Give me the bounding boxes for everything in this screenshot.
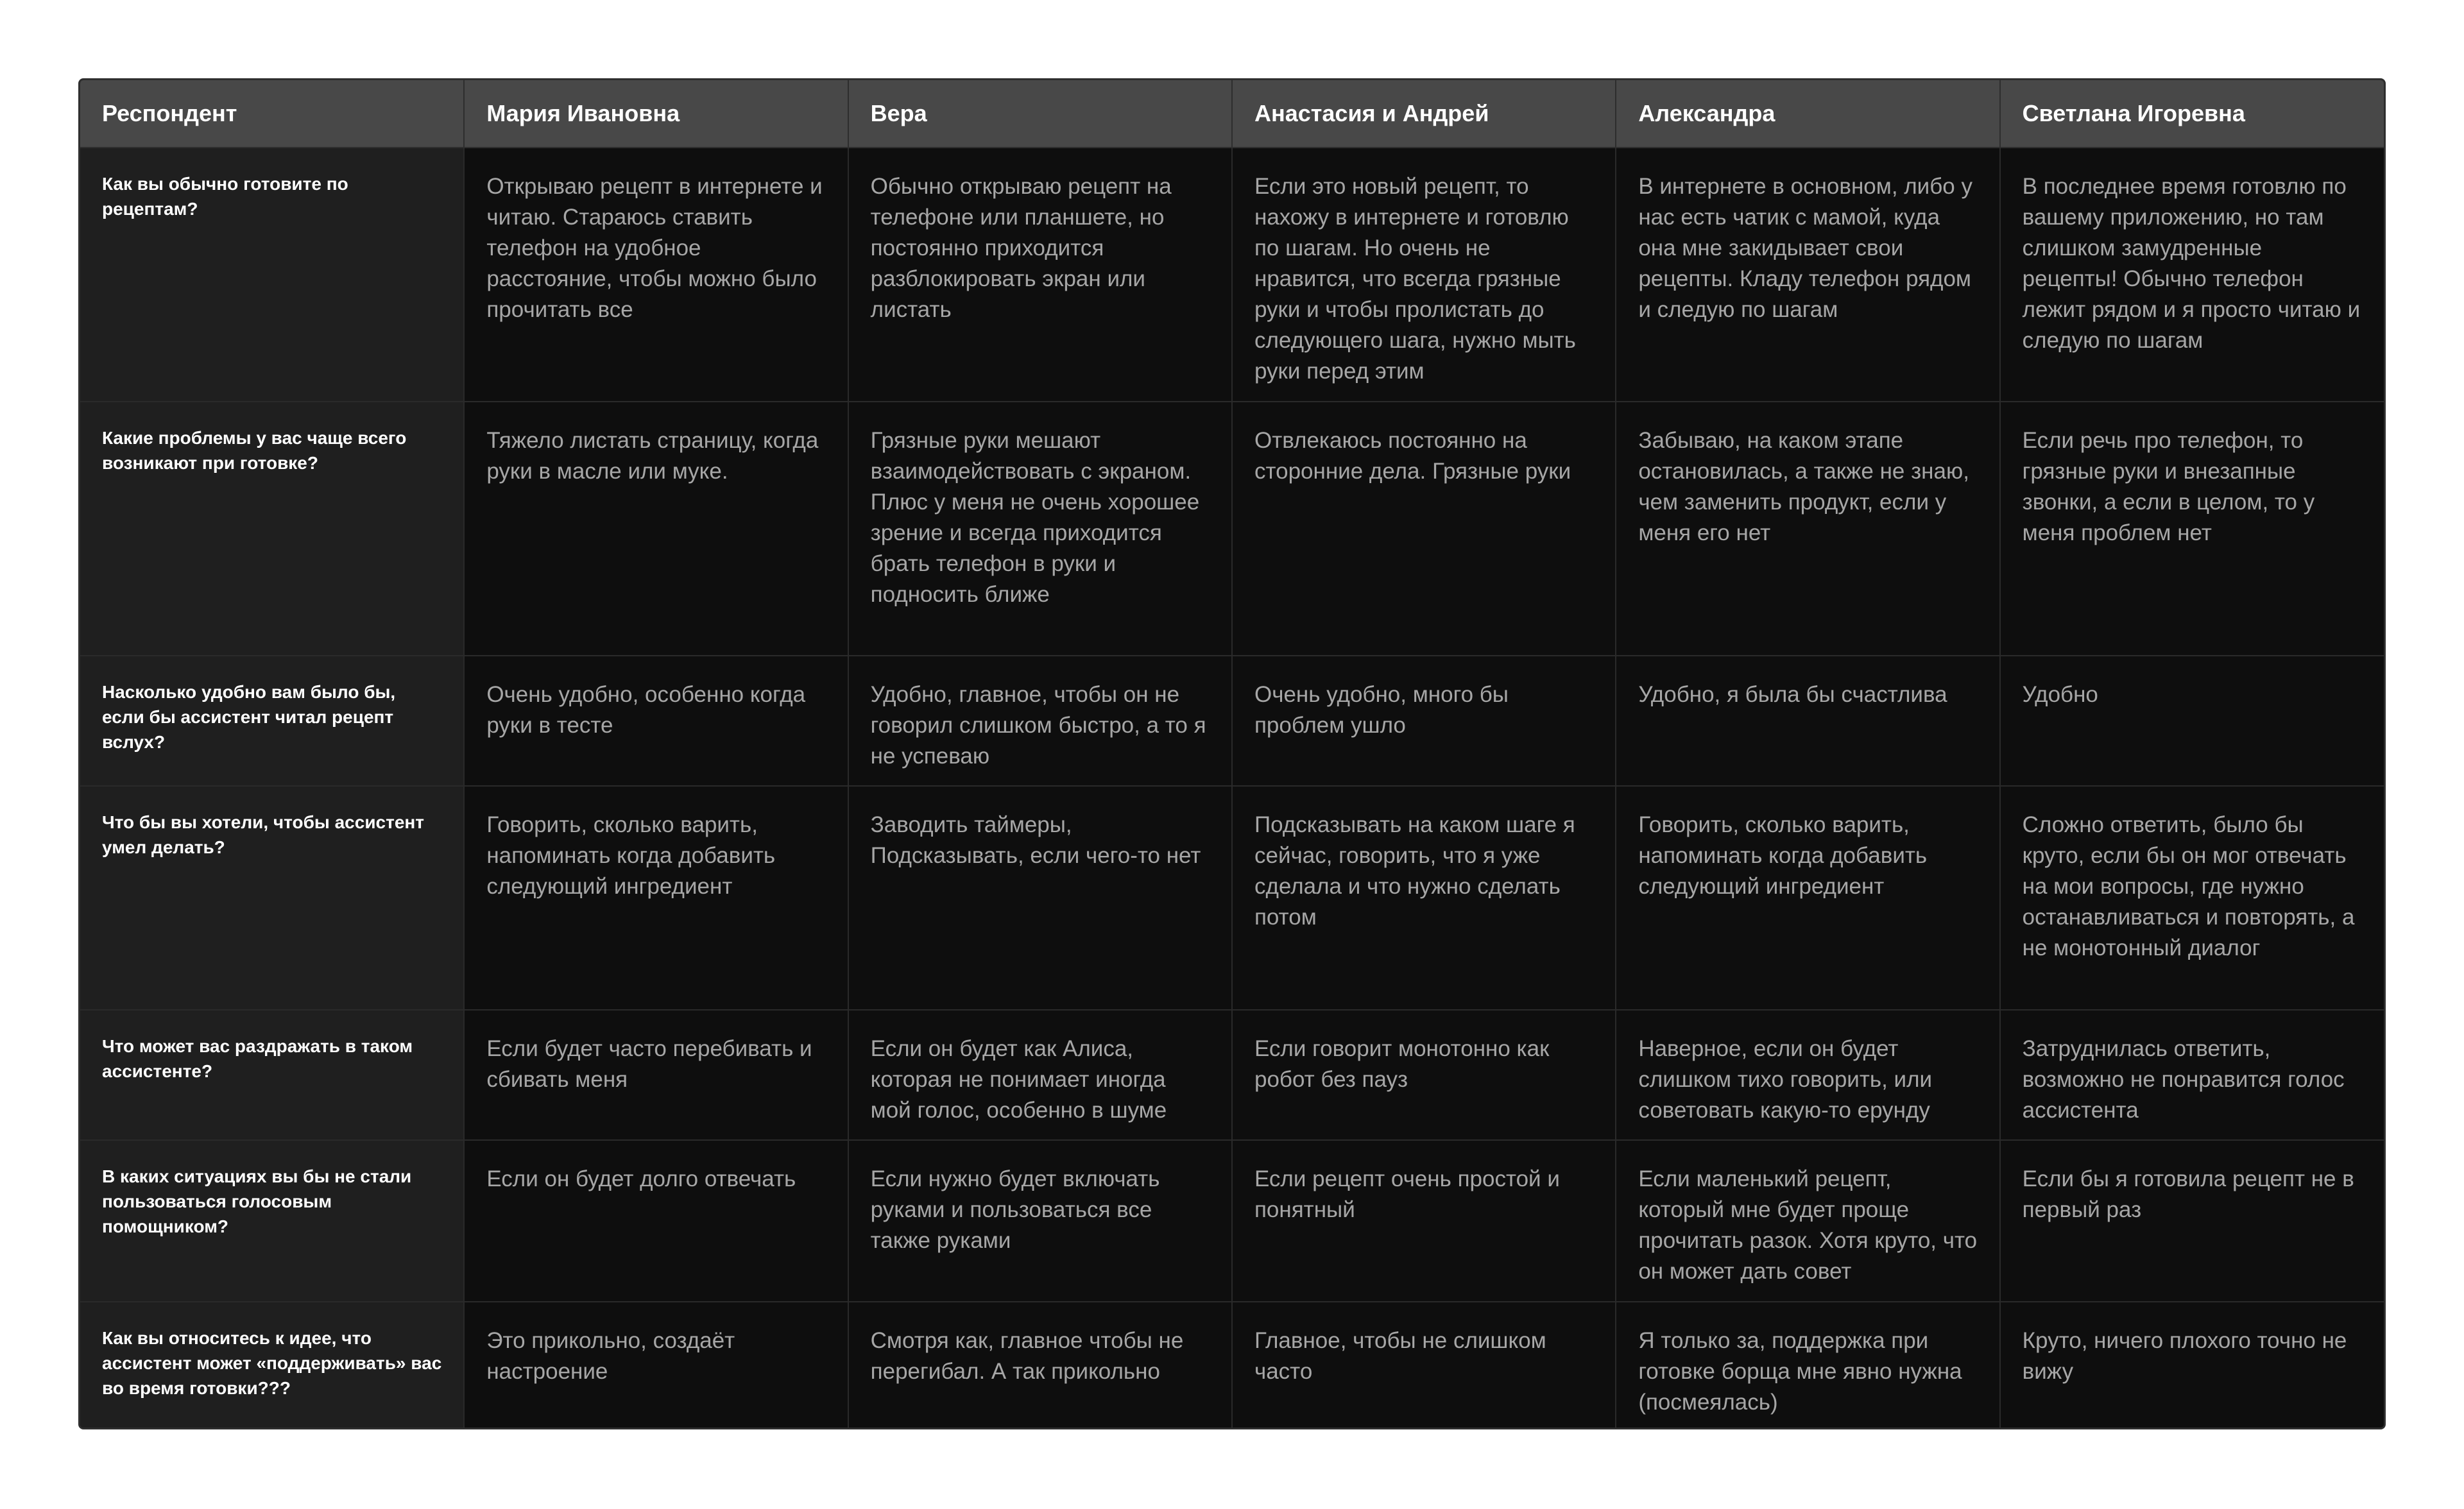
answer-cell: Говорить, сколько варить, напоминать когда добавить следующий ингредиент <box>1616 786 1999 1010</box>
question-cell: Как вы обычно готовите по рецептам? <box>80 148 464 402</box>
answer-cell: Затруднилась ответить, возможно не понравится голос ассистента <box>2000 1010 2384 1140</box>
answer-cell: Удобно, главное, чтобы он не говорил слишком быстро, а то я не успеваю <box>848 656 1232 786</box>
header-aleksandra: Александра <box>1616 80 1999 148</box>
answer-cell: Я только за, поддержка при готовке борща мне явно нужна (посмеялась) <box>1616 1302 1999 1429</box>
table-row <box>80 1010 2384 1140</box>
answer-cell: Очень удобно, особенно когда руки в тесте <box>464 656 848 786</box>
answer-cell: Если рецепт очень простой и понятный <box>1232 1140 1616 1302</box>
answer-cell: Удобно <box>2000 656 2384 786</box>
answer-cell: Забываю, на каком этапе остановилась, а также не знаю, чем заменить продукт, если у меня его нет <box>1616 402 1999 656</box>
header-row <box>80 80 2384 148</box>
answer-cell: Если маленький рецепт, который мне будет проще прочитать разок. Хотя круто, что он может дать совет <box>1616 1140 1999 1302</box>
answer-cell: В интернете в основном, либо у нас есть чатик с мамой, куда она мне закидывает свои рецепты. Кладу телефон рядом и следую по шагам <box>1616 148 1999 402</box>
answer-cell: Заводить таймеры, Подсказывать, если чего-то нет <box>848 786 1232 1010</box>
table-row <box>80 1140 2384 1302</box>
header-respondent: Респондент <box>80 80 464 148</box>
answer-cell: Отвлекаюсь постоянно на сторонние дела. Грязные руки <box>1232 402 1616 656</box>
answer-cell: Открываю рецепт в интернете и читаю. Стараюсь ставить телефон на удобное расстояние, чтобы можно было прочитать все <box>464 148 848 402</box>
question-cell: Какие проблемы у вас чаще всего возникают при готовке? <box>80 402 464 656</box>
answer-cell: Грязные руки мешают взаимодействовать с экраном. Плюс у меня не очень хорошее зрение и всегда приходится брать телефон в руки и подносить ближе <box>848 402 1232 656</box>
answer-cell: Если он будет как Алиса, которая не понимает иногда мой голос, особенно в шуме <box>848 1010 1232 1140</box>
answer-cell: Если речь про телефон, то грязные руки и внезапные звонки, а если в целом, то у меня проблем нет <box>2000 402 2384 656</box>
answer-cell: Очень удобно, много бы проблем ушло <box>1232 656 1616 786</box>
answer-cell: Это прикольно, создаёт настроение <box>464 1302 848 1429</box>
header-vera: Вера <box>848 80 1232 148</box>
answer-cell: Круто, ничего плохого точно не вижу <box>2000 1302 2384 1429</box>
table-row <box>80 148 2384 402</box>
table-row <box>80 1302 2384 1429</box>
table-row <box>80 402 2384 656</box>
interview-table <box>78 78 2386 1429</box>
answer-cell: Наверное, если он будет слишком тихо говорить, или советовать какую-то ерунду <box>1616 1010 1999 1140</box>
header-svetlana-igorevna: Светлана Игоревна <box>2000 80 2384 148</box>
question-cell: Что бы вы хотели, чтобы ассистент умел делать? <box>80 786 464 1010</box>
table-row <box>80 656 2384 786</box>
answer-cell: Если он будет долго отвечать <box>464 1140 848 1302</box>
answer-cell: В последнее время готовлю по вашему приложению, но там слишком замудренные рецепты! Обычно телефон лежит рядом и я просто читаю и следую по шагам <box>2000 148 2384 402</box>
answer-cell: Если это новый рецепт, то нахожу в интернете и готовлю по шагам. Но очень не нравится, что всегда грязные руки и чтобы пролистать до следующего шага, нужно мыть руки перед этим <box>1232 148 1616 402</box>
answer-cell: Если будет часто перебивать и сбивать меня <box>464 1010 848 1140</box>
header-anastasia-andrey: Анастасия и Андрей <box>1232 80 1616 148</box>
answer-cell: Говорить, сколько варить, напоминать когда добавить следующий ингредиент <box>464 786 848 1010</box>
answer-cell: Если нужно будет включать руками и пользоваться все также руками <box>848 1140 1232 1302</box>
question-cell: Как вы относитесь к идее, что ассистент может «поддерживать» вас во время готовки??? <box>80 1302 464 1429</box>
header-maria-ivanovna: Мария Ивановна <box>464 80 848 148</box>
respondent-table <box>80 80 2384 1429</box>
answer-cell: Подсказывать на каком шаге я сейчас, говорить, что я уже сделала и что нужно сделать потом <box>1232 786 1616 1010</box>
table-row <box>80 786 2384 1010</box>
answer-cell: Сложно ответить, было бы круто, если бы он мог отвечать на мои вопросы, где нужно останавливаться и повторять, а не монотонный диалог <box>2000 786 2384 1010</box>
answer-cell: Обычно открываю рецепт на телефоне или планшете, но постоянно приходится разблокировать экран или листать <box>848 148 1232 402</box>
answer-cell: Удобно, я была бы счастлива <box>1616 656 1999 786</box>
answer-cell: Если бы я готовила рецепт не в первый раз <box>2000 1140 2384 1302</box>
answer-cell: Главное, чтобы не слишком часто <box>1232 1302 1616 1429</box>
question-cell: Насколько удобно вам было бы, если бы ассистент читал рецепт вслух? <box>80 656 464 786</box>
answer-cell: Если говорит монотонно как робот без пауз <box>1232 1010 1616 1140</box>
answer-cell: Смотря как, главное чтобы не перегибал. А так прикольно <box>848 1302 1232 1429</box>
answer-cell: Тяжело листать страницу, когда руки в масле или муке. <box>464 402 848 656</box>
question-cell: Что может вас раздражать в таком ассистенте? <box>80 1010 464 1140</box>
question-cell: В каких ситуациях вы бы не стали пользоваться голосовым помощником? <box>80 1140 464 1302</box>
